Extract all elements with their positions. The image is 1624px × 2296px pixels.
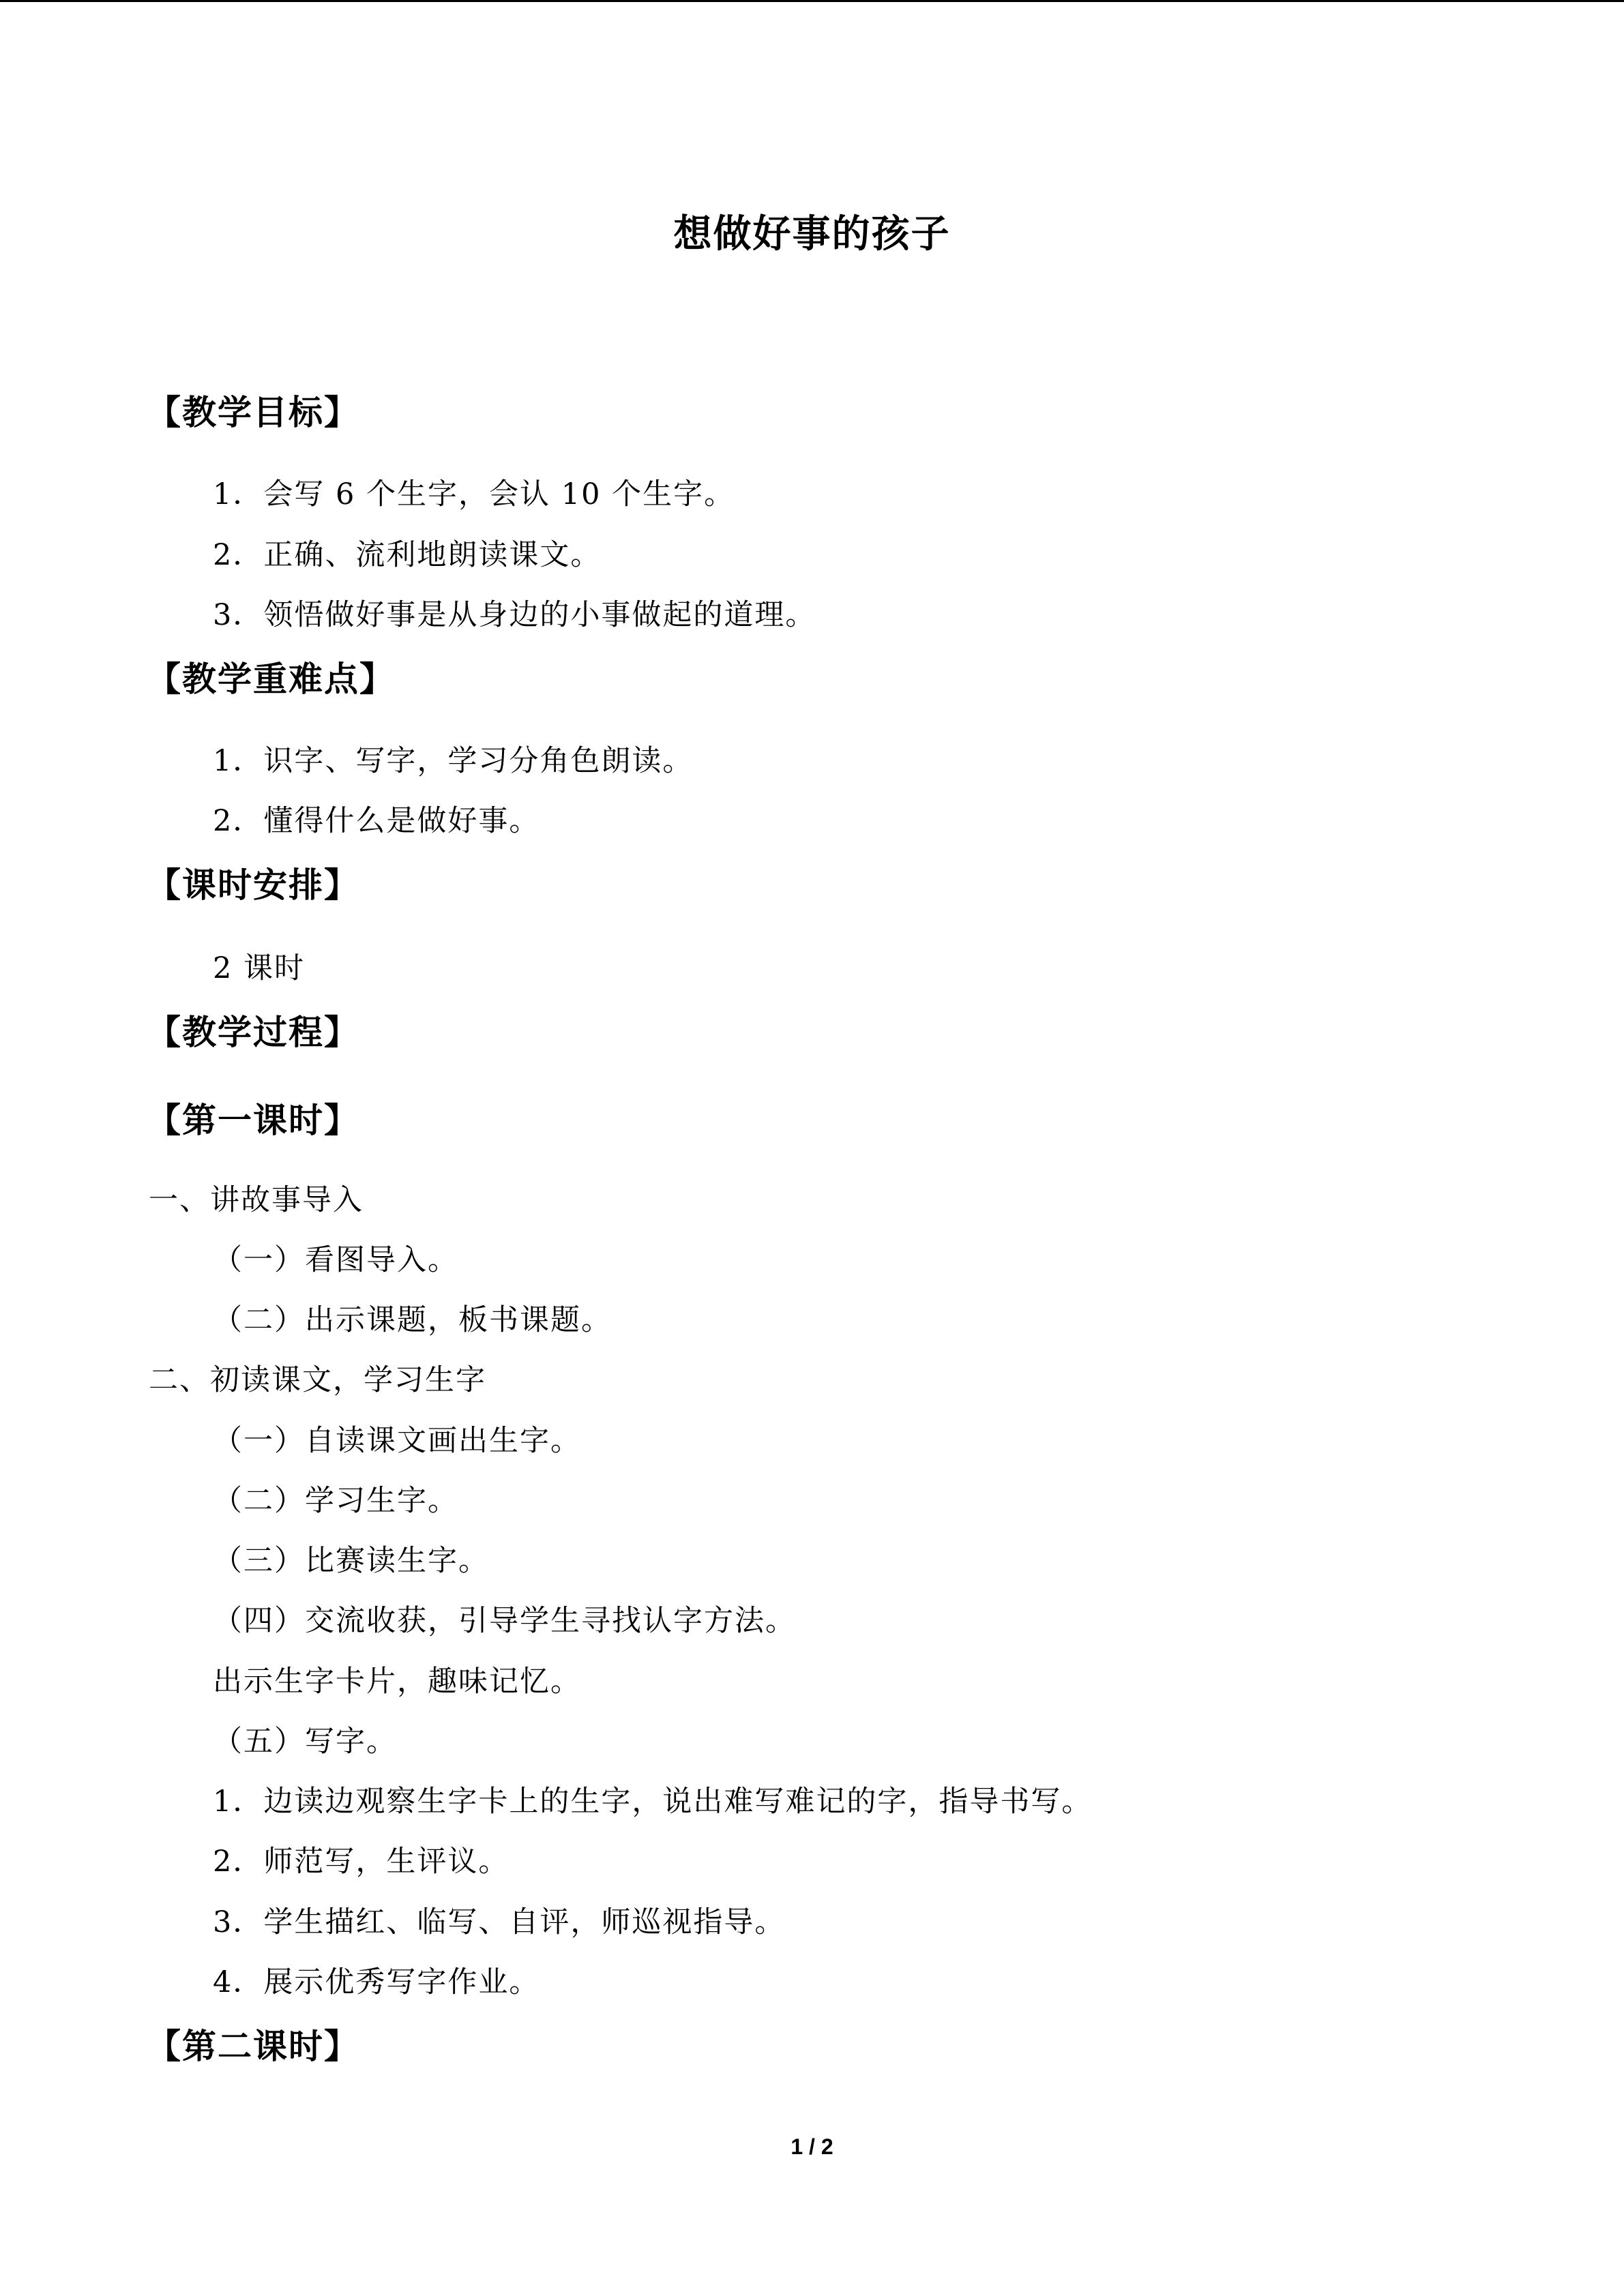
lesson1-part2-item-7: 1．边读边观察生字卡上的生字，说出难写难记的字，指导书写。: [213, 1785, 1093, 1819]
lesson1-part2-item-5: 出示生字卡片，趣味记忆。: [213, 1665, 581, 1699]
key-point-item-2: 2．懂得什么是做好事。: [213, 804, 540, 838]
lesson1-part2-item-6: （五）写字。: [213, 1725, 397, 1759]
lesson1-part2-title: 二、初读课文，学习生字: [149, 1363, 486, 1397]
lesson1-part2-item-2: （二）学习生字。: [213, 1484, 458, 1518]
goal-item-1: 1．会写 6 个生字，会认 10 个生字。: [213, 477, 735, 511]
heading-lesson-2: 【第二课时】: [147, 2027, 359, 2066]
lesson1-part1-item-2: （二）出示课题，板书课题。: [213, 1303, 612, 1337]
heading-lesson-1: 【第一课时】: [147, 1101, 359, 1140]
heading-key-points: 【教学重难点】: [147, 659, 395, 699]
lesson1-part2-item-10: 4．展示优秀写字作业。: [213, 1965, 540, 1999]
lesson1-part2-item-1: （一）自读课文画出生字。: [213, 1424, 581, 1458]
lesson1-part2-item-3: （三）比赛读生字。: [213, 1544, 489, 1578]
key-point-item-1: 1．识字、写字，学习分角色朗读。: [213, 744, 694, 778]
lesson1-part1-title: 一、讲故事导入: [149, 1183, 364, 1217]
lesson1-part2-item-4: （四）交流收获，引导学生寻找认字方法。: [213, 1604, 796, 1638]
goal-item-2: 2．正确、流利地朗读课文。: [213, 538, 602, 572]
heading-teaching-goals: 【教学目标】: [147, 393, 359, 432]
document-title: 想做好事的孩子: [673, 212, 951, 256]
goal-item-3: 3．领悟做好事是从身边的小事做起的道理。: [213, 598, 816, 632]
schedule-text: 2 课时: [213, 951, 306, 985]
lesson1-part2-item-8: 2．师范写，生评议。: [213, 1845, 510, 1879]
page-number: 1 / 2: [791, 2134, 833, 2159]
lesson1-part2-item-9: 3．学生描红、临写、自评，师巡视指导。: [213, 1905, 786, 1939]
top-border-line: [0, 0, 1624, 2]
heading-schedule: 【课时安排】: [147, 865, 359, 905]
heading-teaching-process: 【教学过程】: [147, 1013, 359, 1052]
lesson1-part1-item-1: （一）看图导入。: [213, 1243, 458, 1277]
